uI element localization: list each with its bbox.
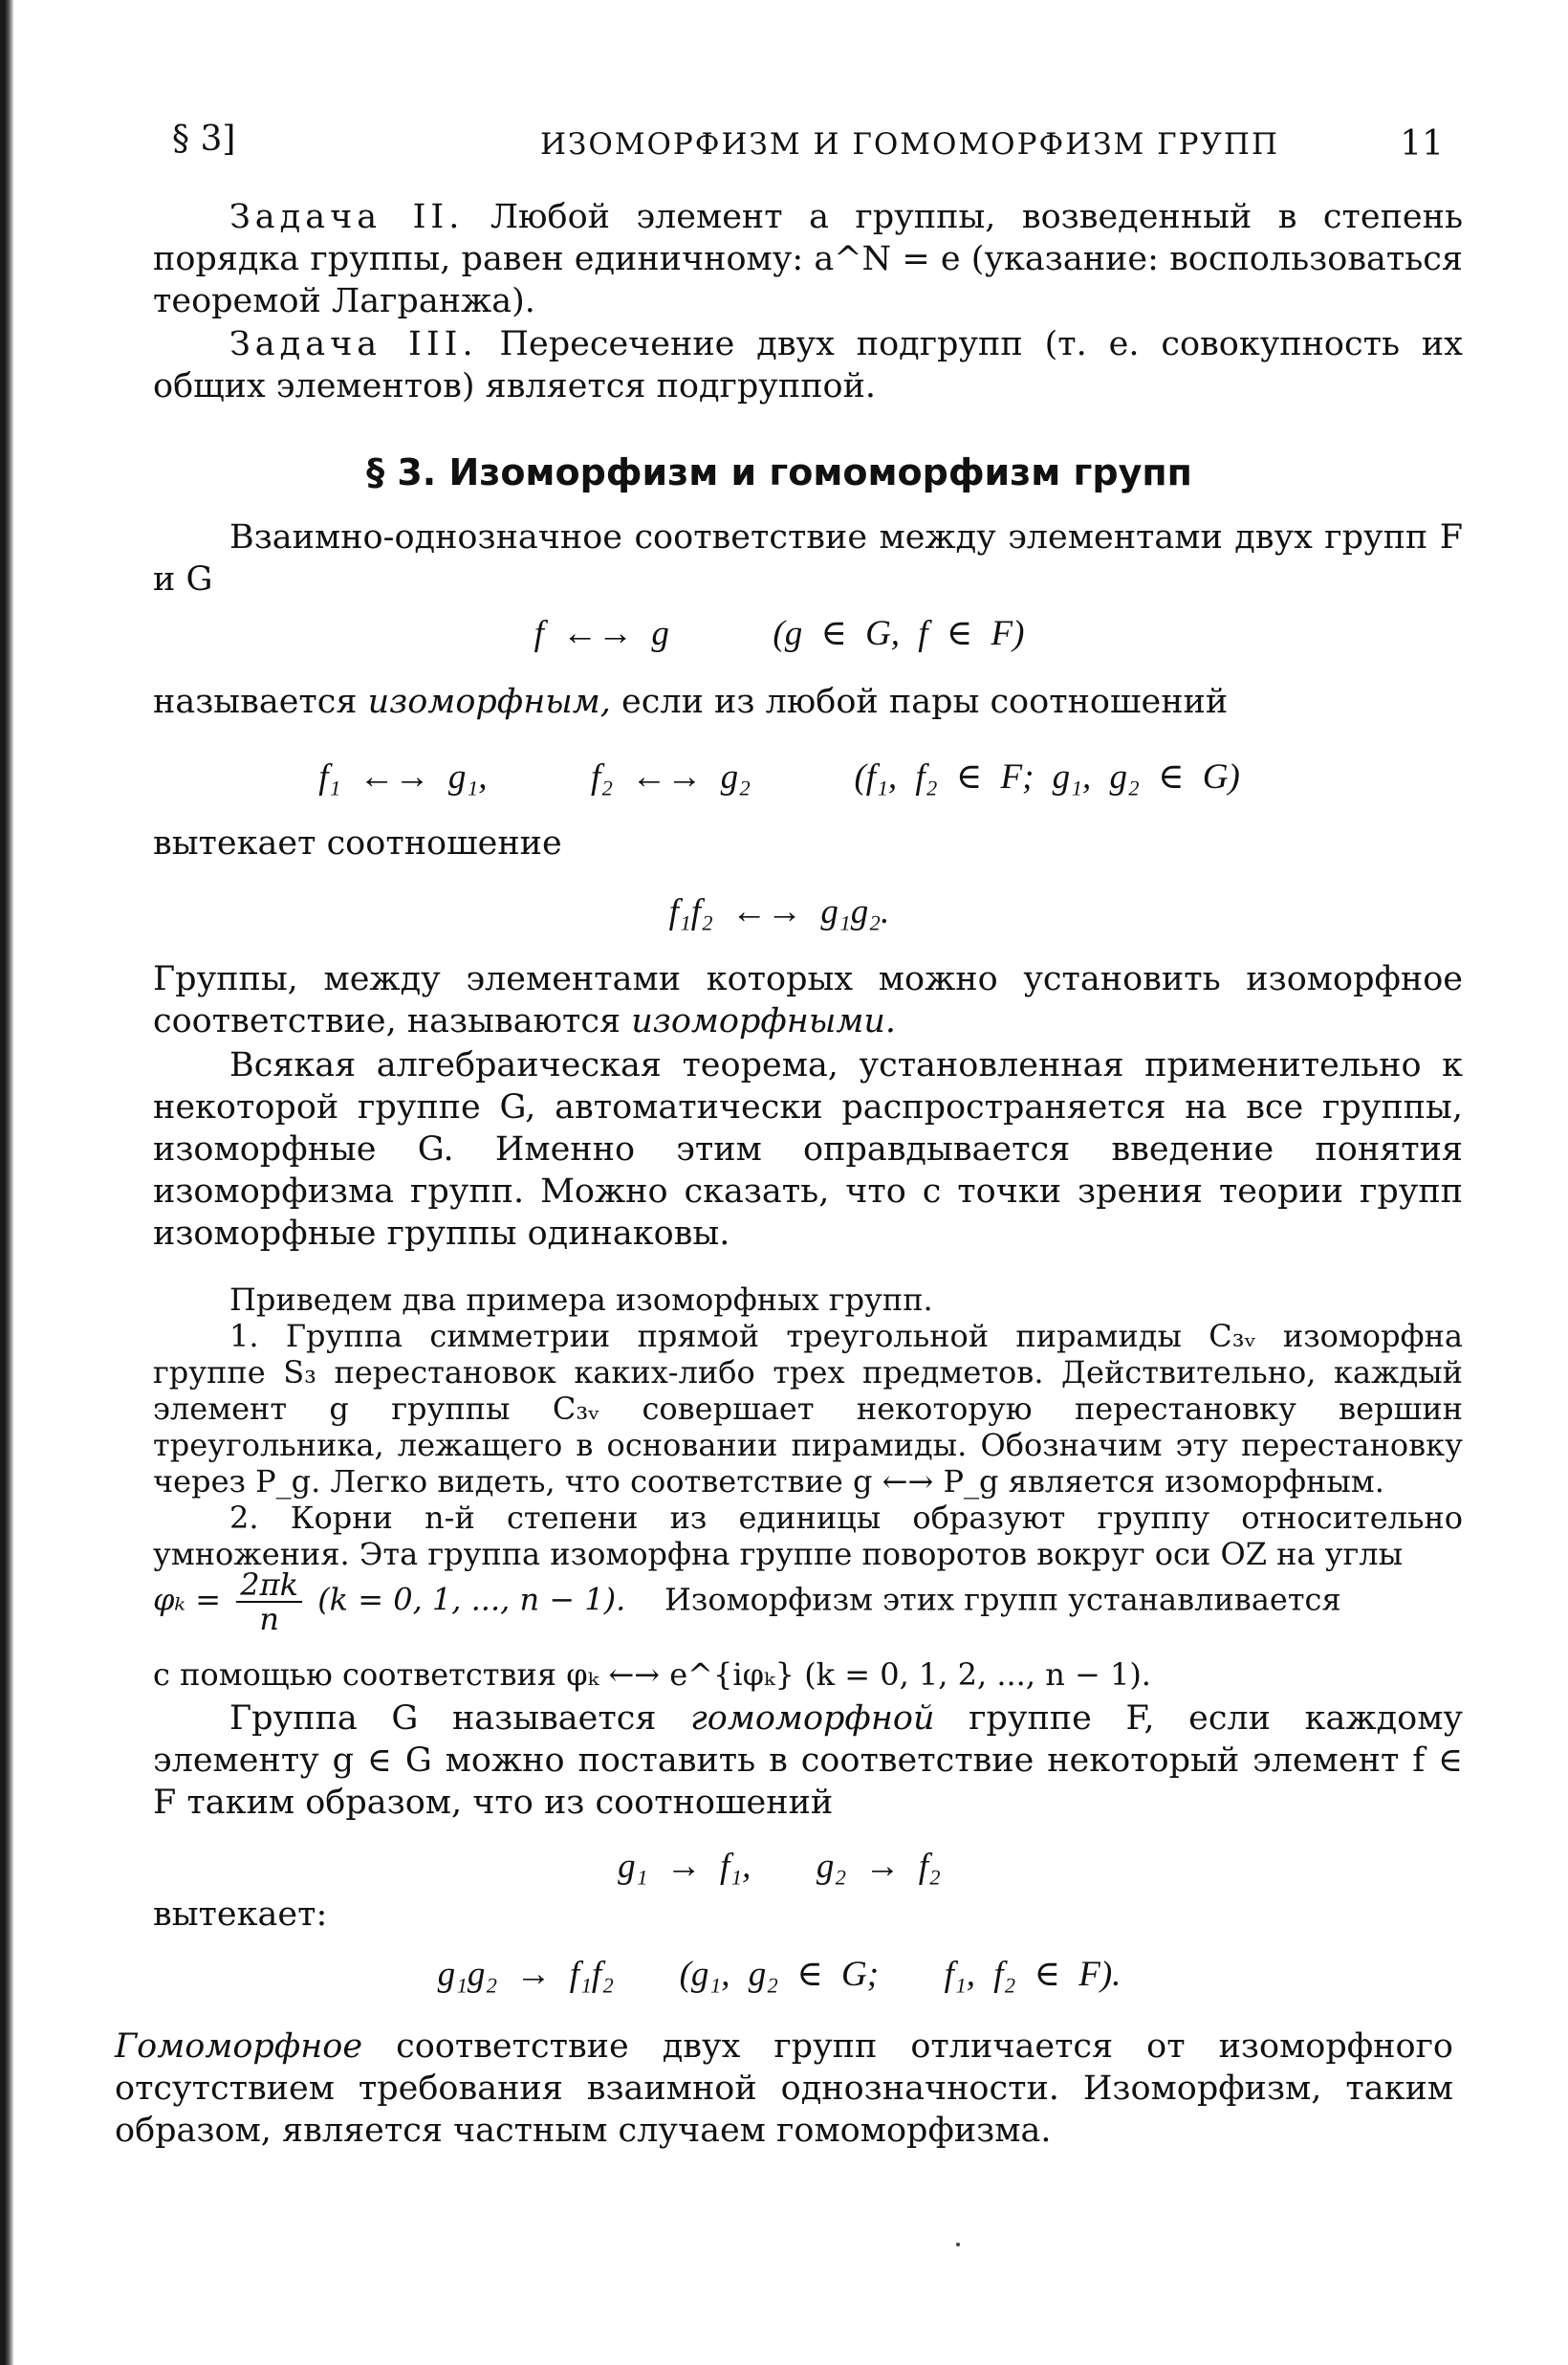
page-number: 11 — [1400, 124, 1444, 164]
example-2-phi-line — [153, 1568, 1463, 1635]
book-page — [115, 0, 1464, 2365]
example-2-part3: с помощью соответствия φₖ ←→ e^{iφₖ} (k = 0, 1, 2, ..., n − 1). — [153, 1656, 1151, 1693]
running-title: ИЗОМОРФИЗМ И ГОМОМОРФИЗМ ГРУПП — [540, 127, 1279, 162]
example-2-part2: Изоморфизм этих групп устанавливается — [664, 1581, 1341, 1618]
phi-range: (k = 0, 1, ..., n − 1). — [317, 1581, 626, 1618]
section-heading: § 3. Изоморфизм и гомоморфизм групп — [366, 451, 1192, 493]
term-isomorphic-groups: изоморфными. — [631, 1002, 897, 1040]
example-1: 1. Группа симметрии прямой треугольной пирамиды C₃ᵥ изоморфна группе S₃ перестановок каких-либо трех предметов. Действительно, каждый элемент g группы C₃ᵥ совершает некоторую перестановку вершин треугольника, лежащего в основании пирамиды. Обозначим эту перестановку через P_g. Легко видеть, что соответствие g ←→ P_g является изоморфным. — [153, 1318, 1463, 1500]
formula-homomorphism-maps — [115, 1846, 1444, 1887]
final-paragraph — [115, 2026, 1453, 2152]
formula-product: f₁f₂ ←→ g₁g₂. — [668, 892, 890, 931]
homomorphism-suffix: группе F, если каждому элементу g ∈ G можно поставить в соответствие некоторый элемент f ∈ F таким образом, что из соотношений — [153, 1699, 1464, 1822]
para-homomorphism — [153, 1697, 1463, 1824]
running-header — [172, 120, 1444, 167]
called-isomorphic-line — [153, 681, 1463, 723]
phi-label: φₖ = — [153, 1581, 222, 1618]
follows-line: вытекает соотношение — [153, 824, 562, 863]
print-speck — [956, 2243, 960, 2246]
task-3 — [153, 323, 1463, 407]
formula-correspondence-right: (g ∈ G, f ∈ F) — [773, 614, 1025, 653]
task-2 — [153, 196, 1463, 322]
task-3-text: Пересечение двух подгрупп (т. е. совокупность их общих элементов) является подгруппой. — [153, 325, 1463, 405]
formula-pair-a: f₁ ←→ g₁, — [318, 757, 488, 797]
examples-intro: Приведем два примера изоморфных групп. — [229, 1281, 933, 1318]
formula-map-d: (g₁, g₂ ∈ G; — [679, 1955, 880, 1994]
formula-correspondence-left: f ←→ g — [534, 614, 669, 653]
book-binding-edge — [0, 0, 13, 2365]
term-isomorphic: изоморфным, — [367, 683, 611, 721]
task-2-label: Задача II. — [229, 198, 465, 236]
term-homomorphic-correspondence: Гомоморфное — [115, 2027, 363, 2066]
formula-pair — [115, 755, 1444, 798]
phi-fraction — [236, 1568, 302, 1635]
para-isomorphic-text: Группы, между элементами которых можно установить изоморфное соответствие, называются — [153, 960, 1463, 1040]
formula-pair-c: (f₁, f₂ ∈ F; g₁, g₂ ∈ G) — [854, 757, 1240, 797]
called-suffix: если из любой пары соотношений — [610, 683, 1229, 721]
phi-numerator: 2πk — [236, 1568, 302, 1603]
formula-map-e: f₁, f₂ ∈ F). — [944, 1955, 1122, 1994]
para-isomorphic-groups — [153, 958, 1463, 1042]
formula-map-b: g₂ → f₂ — [816, 1847, 941, 1886]
homomorphism-follows: вытекает: — [153, 1895, 328, 1934]
formula-map-c: g₁g₂ → f₁f₂ — [437, 1955, 615, 1994]
called-prefix: называется — [153, 683, 368, 721]
formula-homomorphism-product — [115, 1953, 1444, 1995]
intro-paragraph: Взаимно-однозначное соответствие между элементами двух групп F и G — [153, 518, 1463, 599]
formula-map-a: g₁ → f₁, — [618, 1847, 751, 1886]
term-homomorphic: гомоморфной — [690, 1699, 935, 1738]
final-paragraph-text: соответствие двух групп отличается от изоморфного отсутствием требования взаимной однозначности. Изоморфизм, таким образом, является частным случаем гомоморфизма. — [115, 2027, 1453, 2150]
task-3-label: Задача III. — [229, 325, 478, 363]
para-theorem: Всякая алгебраическая теорема, установленная применительно к некоторой группе G, автоматически распространяется на все группы, изоморфные G. Именно этим оправдывается введение понятия изоморфизма групп. Можно сказать, что с точки зрения теории групп изоморфные группы одинаковы. — [153, 1046, 1463, 1253]
homomorphism-prefix: Группа G называется — [229, 1699, 691, 1738]
section-reference: § 3] — [172, 120, 236, 159]
task-2-text: Любой элемент a группы, возведенный в степень порядка группы, равен единичному: a^N = e (указание: воспользоваться теоремой Лагранжа). — [153, 198, 1463, 320]
formula-pair-b: f₂ ←→ g₂ — [590, 757, 751, 797]
phi-denominator: n — [259, 1601, 279, 1637]
formula-correspondence — [115, 612, 1444, 654]
example-2-part1: 2. Корни n-й степени из единицы образуют группу относительно умножения. Эта группа изоморфна группе поворотов вокруг оси OZ на углы — [153, 1500, 1463, 1572]
